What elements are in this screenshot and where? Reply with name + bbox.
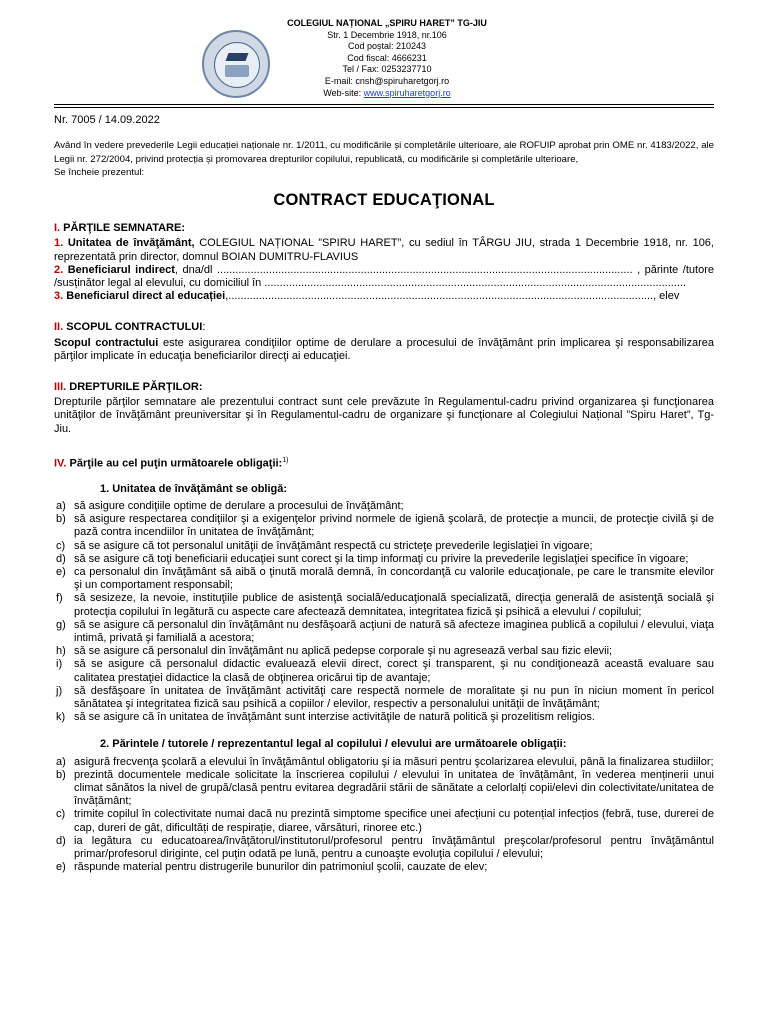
- fiscal-code: Cod fiscal: 4666231: [347, 52, 427, 63]
- section-1-heading: I. PĂRŢILE SEMNATARE:: [54, 222, 185, 235]
- list-item: [54, 711, 714, 724]
- list-item-text: să asigure condiţiile optime de derulare a procesului de învăţământ;: [74, 499, 404, 512]
- list-item-text: să sesizeze, la nevoie, instituţiile publice de asistenţă socială/educaţională specializată, direcţia generală de asistenţă socială şi protecţia copilului în legătură cu aspecte care afectează demnitatea, integritatea fizică şi psihică a elevului / copilului;: [74, 592, 714, 618]
- list-item: [54, 566, 714, 592]
- footnote-marker: 1): [282, 456, 289, 464]
- website: [272, 88, 502, 100]
- party-3: 3. Beneficiarul direct al educației,..........................................................................................................................................., elev: [54, 290, 680, 303]
- postal-code: Cod poștal: 210243: [347, 41, 427, 52]
- list-item-text: să se asigure că personalul din învăţământ nu aplică pedepse corporale şi nu agresează verbal sau fizic elevii;: [74, 645, 613, 658]
- list-item-letter: g): [56, 618, 66, 631]
- list-item-text: să asigure respectarea condiţiilor şi a exigenţelor privind normele de igienă şcolară, de protecţie a muncii, de protecţie civilă şi de pază contra incendiilor în unitatea de învăţământ;: [74, 513, 714, 539]
- intro-concluding-line: Se încheie prezentul:: [54, 167, 145, 179]
- list-item: [54, 756, 714, 769]
- list-item-letter: a): [56, 499, 66, 512]
- list-item-letter: i): [56, 658, 63, 671]
- list-item-text: trimite copilul în colectivitate numai dacă nu prezintă simptome specifice unei afecțiuni cu potențial infecțios (febră, tuse, durerei de cap, dureri de gât, dificultăți de respirație, diaree, vărsături, rinoree etc.): [74, 808, 714, 834]
- list-item-text: să desfăşoare în unitatea de învăţământ activităţi care respectă normele de moralitate şi nu pun în niciun moment în pericol sănătatea şi integritatea fizică sau psihică a copiilor / elevilor, respectiv a personalului unităţii de învăţământ;: [74, 684, 714, 710]
- document-title: CONTRACT EDUCAŢIONAL: [273, 190, 495, 209]
- list-item-letter: e): [56, 565, 66, 578]
- list-item: [54, 658, 714, 684]
- list-item-text: ia legătura cu educatoarea/învăţătorul/institutorul/profesorul pentru învăţământul preşcolar/profesorul pentru învăţământul primar/profesorul diriginte, cel puţin odată pe lună, pentru a cunoaşte evoluţia copilului / elevului;: [74, 834, 714, 860]
- list-item-letter: c): [56, 539, 66, 552]
- list-item-text: ca personalul din învăţământ să aibă o ţinută morală demnă, în concordanţă cu valorile educaţionale, pe care le transmite elevilor şi un comportament responsabil;: [74, 565, 714, 592]
- list-item-letter: b): [56, 513, 66, 526]
- party-2: 2. Beneficiarul indirect, dna/dl ........................................................................................................................................ , părinte /tutore /susținător legal al elevului, cu domiciliul în ..........................................................................................................................................: [54, 263, 714, 289]
- section-3-heading: III. DREPTURILE PĂRŢILOR:: [54, 381, 203, 394]
- list-item-letter: e): [56, 861, 66, 874]
- section-2-heading: II. SCOPUL CONTRACTULUI:: [54, 321, 206, 334]
- website-label: Web-site:: [323, 87, 364, 98]
- school-seal-logo: [202, 30, 270, 98]
- phone-fax: Tel / Fax: 0253237710: [342, 64, 432, 75]
- parent-obligations-list: [54, 756, 714, 875]
- book-icon: [225, 65, 249, 77]
- institution-name: COLEGIUL NAȚIONAL „SPIRU HARET” TG-JIU: [287, 18, 487, 28]
- list-item: [54, 769, 714, 809]
- list-item-letter: b): [56, 768, 66, 781]
- list-item: [54, 808, 714, 834]
- graduation-cap-icon: [226, 53, 249, 61]
- list-item-letter: j): [56, 684, 63, 697]
- website-link[interactable]: www.spiruharetgorj.ro: [363, 87, 451, 98]
- list-item: [54, 553, 714, 566]
- list-item-text: să se asigure că în unitatea de învăţământ sunt interzise activităţile de natură politică şi prozelitism religios.: [74, 711, 595, 724]
- list-item-letter: a): [56, 755, 66, 768]
- list-item-text: să se asigure că tot personalul unităţii de învăţământ respectă cu stricteţe prevederile legislaţiei în vigoare;: [74, 539, 593, 552]
- list-item-letter: k): [56, 711, 66, 724]
- address: Str. 1 Decembrie 1918, nr.106: [327, 29, 447, 40]
- letterhead: [0, 12, 768, 102]
- section-3-text: Drepturile părţilor semnatare ale prezentului contract sunt cele prevăzute în Regulamentul-cadru privind organizarea şi funcţionarea unităţilor de învăţământ preuniversitar şi în Regulamentul-cadru de organizare şi funcţionare al Colegiului Național ”Spiru Haret”, Tg-Jiu.: [54, 396, 714, 435]
- list-item-text: răspunde material pentru distrugerile bunurilor din patrimoniul şcolii, cauzate de elev;: [74, 861, 488, 874]
- list-item-letter: c): [56, 808, 66, 821]
- parent-obligations-heading: 2. Părintele / tutorele / reprezentantul legal al copilului / elevului are următoarele obligaţii:: [100, 738, 567, 751]
- registration-number: Nr. 7005 / 14.09.2022: [54, 114, 160, 126]
- list-item-letter: h): [56, 645, 66, 658]
- list-item-text: să se asigure că personalul din învăţământ nu desfăşoară acţiuni de natură să afecteze imaginea publică a copilului / elevului, viaţa intimă, privată şi familială a acestora;: [74, 618, 714, 644]
- list-item-letter: f): [56, 592, 63, 605]
- list-item: [54, 619, 714, 645]
- list-item: [54, 540, 714, 553]
- header-divider: [54, 104, 714, 105]
- list-item-text: prezintă documentele medicale solicitate la înscrierea copilului / elevului în unitatea de învățământ, în vederea menținerii unui climat sănătos la nivel de grupă/clasă pentru evitarea degradării stării de sănătate a celorlalți copii/elevi din colectivitate/unitatea de învățământ;: [74, 768, 714, 808]
- intro-paragraph: Având în vedere prevederile Legii educației naționale nr. 1/2011, cu modificările și completările ulterioare, ale ROFUIP aprobat prin OME nr. 4183/2022, ale Legii nr. 272/2004, privind protecția și promovarea drepturilor copilului, republicată, cu modificările și completările ulterioare,: [54, 140, 714, 165]
- list-item-text: să se asigure că toţi beneficiarii educaţiei sunt corect şi la timp informaţi cu privire la prevederile legislaţiei specifice în vigoare;: [74, 552, 689, 565]
- party-1: 1. Unitatea de învăţământ, COLEGIUL NAȚIONAL ”SPIRU HARET”, cu sediul în TÂRGU JIU, strada 1 Decembrie 1918, nr. 106, reprezentată prin director, domnul BOIAN DUMITRU-FLAVIUS: [54, 237, 714, 263]
- list-item-text: asigură frecvenţa şcolară a elevului în învăţământul obligatoriu şi ia măsuri pentru şcolarizarea elevului, până la finalizarea studiilor;: [74, 755, 714, 768]
- list-item-text: să se asigure că personalul didactic evaluează elevii direct, corect şi transparent, şi nu condiţionează această evaluare sau calitatea prestaţiei didactice la clasă de obţinerea oricărui tip de avantaje;: [74, 658, 714, 684]
- header-divider-2: [54, 107, 714, 108]
- list-item-letter: d): [56, 552, 66, 565]
- list-item: [54, 645, 714, 658]
- section-4-heading: IV. Părţile au cel puţin următoarele obligaţii:$^{1)}$: [54, 456, 289, 470]
- list-item-letter: d): [56, 834, 66, 847]
- list-item: [54, 861, 714, 874]
- document-body: [54, 114, 714, 874]
- list-item: [54, 513, 714, 539]
- list-item: [54, 592, 714, 618]
- email: E-mail: cnsh@spiruharetgorj.ro: [324, 75, 450, 86]
- school-obligations-list: [54, 500, 714, 724]
- list-item: [54, 835, 714, 861]
- school-obligations-heading: 1. Unitatea de învăţământ se obligă:: [100, 482, 288, 495]
- list-item: [54, 685, 714, 711]
- list-item: [54, 500, 714, 513]
- institution-contact-block: [272, 18, 502, 99]
- section-2-text: Scopul contractului este asigurarea condiţiilor optime de derulare a procesului de învăţământ prin implicarea şi responsabilizarea părţilor implicate în educaţia beneficiarilor direcţi ai educaţiei.: [54, 336, 714, 362]
